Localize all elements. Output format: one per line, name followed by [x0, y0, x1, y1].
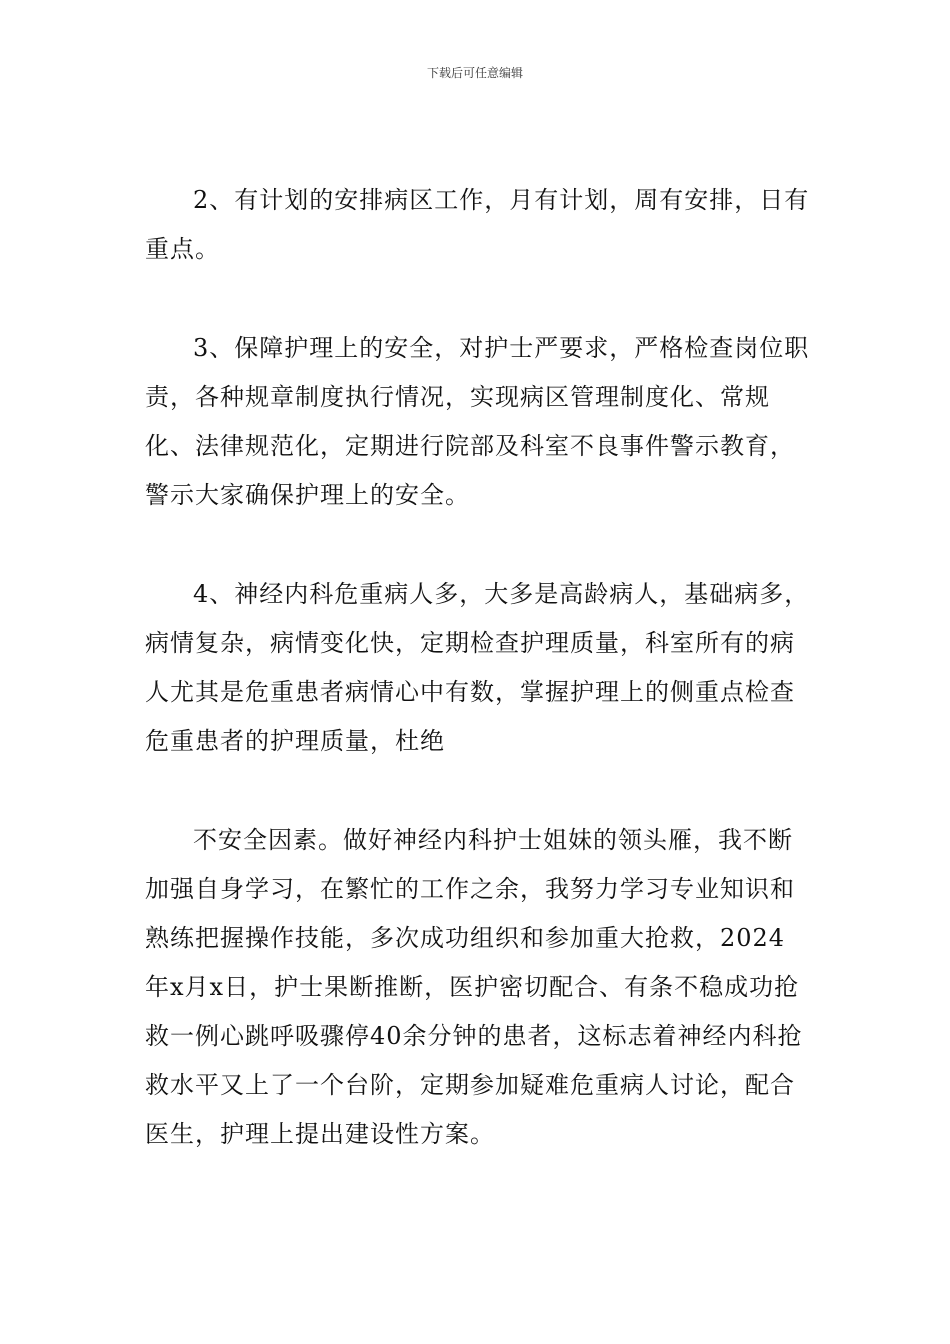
paragraph-item-2: 2、有计划的安排病区工作，月有计划，周有安排，日有重点。: [145, 186, 810, 263]
paragraph-item-4: 4、神经内科危重病人多，大多是高龄病人，基础病多，病情复杂，病情变化快，定期检查护理质量，科室所有的病人尤其是危重患者病情心中有数，掌握护理上的侧重点检查危重患者的护理质量，杜绝: [145, 580, 810, 755]
paragraph-item-3: 3、保障护理上的安全，对护士严要求，严格检查岗位职责，各种规章制度执行情况，实现病区管理制度化、常规化、法律规范化，定期进行院部及科室不良事件警示教育，警示大家确保护理上的安全。: [145, 334, 810, 509]
paragraph-continuation: 不安全因素。做好神经内科护士姐妹的领头雁，我不断加强自身学习，在繁忙的工作之余，我努力学习专业知识和熟练把握操作技能，多次成功组织和参加重大抢救，2024年x月x日，护士果断推断，医护密切配合、有条不稳成功抢救一例心跳呼吸骤停40余分钟的患者，这标志着神经内科抢救水平又上了一个台阶，定期参加疑难危重病人讨论，配合医生，护理上提出建设性方案。: [145, 826, 803, 1148]
document-body: [145, 176, 810, 1209]
page-header: 下载后可任意编辑: [426, 66, 523, 80]
